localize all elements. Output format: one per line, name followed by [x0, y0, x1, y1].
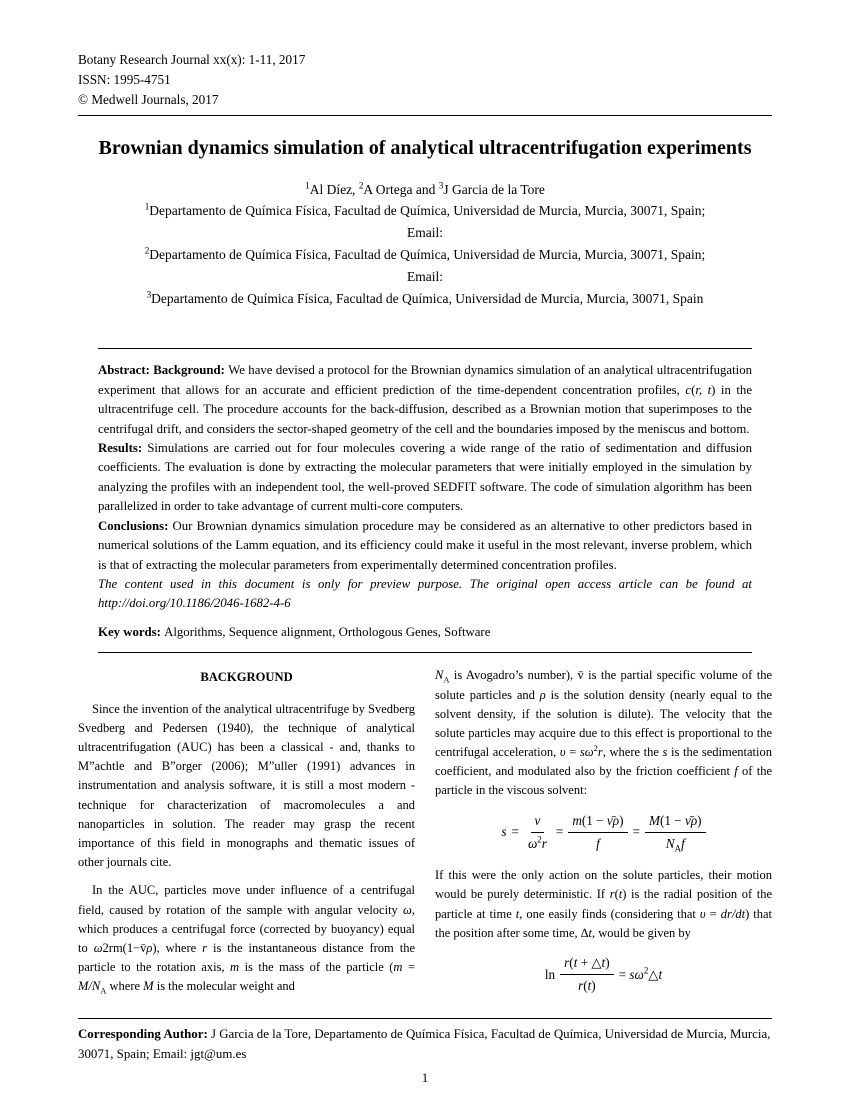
eq2-rhs: = $s\omega^2\triangle t$ [618, 965, 663, 982]
eq1-fraction-1 [524, 811, 551, 855]
journal-title-line: Botany Research Journal xx(x): 1-11, 2017 [78, 52, 306, 67]
affiliations-block [78, 200, 772, 310]
affiliation-2-email: Email: [407, 269, 443, 285]
abstract-conclusions: Conclusions: Our Brownian dynamics simulation procedure may be considered as an alternative to other predictors based in numerical solutions of the Lamm equation, and its efficiency could make it useful in the most relevant, inverse problem, which is that of extracting the molecular parameters from experimentally determined concentration profiles. [98, 518, 752, 572]
left-column [78, 666, 415, 1008]
equation-radial-position [435, 953, 772, 997]
copyright-line: © Medwell Journals, 2017 [78, 92, 219, 108]
paper-title: Brownian dynamics simulation of analytical ultracentrifugation experiments [98, 137, 752, 160]
affiliation-1: $^1$Departamento de Química Física, Facultad de Química, Universidad de Murcia, Murcia, 30071, Spain; [144, 201, 706, 219]
eq1-equals-2: = [555, 824, 564, 840]
eq2-ln: ln [544, 966, 556, 982]
eq1-fraction-1-denominator: $\omega^2r$ [527, 834, 547, 851]
eq1-fraction-2 [568, 811, 627, 855]
eq2-fraction [560, 953, 613, 997]
eq1-fraction-3 [645, 811, 706, 855]
right-paragraph-2: If this were the only action on the solute particles, their motion would be purely deterministic. If r(t) is the radial position of the particle at time t, one easily finds (considering that υ = dr/dt) that the position after some time, ∆t, would be given by [435, 868, 772, 940]
right-paragraph-1: $N_A$ is Avogadro’s number), v̄ is the partial specific volume of the solute particles and ρ is the solution density (nearly equal to the solvent density, if the solution is dilute). The velocity that the solute particles may acquire due to this effect is proportional to the centrifugal acceleration, $\upsilon = s\omega^2r$, where the s is the sedimentation coefficient, and modulated also by the friction coefficient f of the particle in the viscous solvent: [435, 668, 773, 798]
eq1-fraction-3-denominator: $N_Af$ [665, 835, 685, 854]
page-footer [78, 1018, 772, 1086]
eq2-fraction-numerator: r(t + △t) [560, 953, 613, 975]
eq1-equals-3: = [632, 824, 640, 840]
abstract-section [98, 348, 752, 653]
footer-rule [78, 1018, 772, 1019]
abstract-bottom-rule [98, 652, 752, 653]
body-columns [78, 666, 772, 1008]
background-paragraph-2: In the AUC, particles move under influence of a centrifugal field, caused by rotation of the sample with angular velocity ω, which produces a centrifugal force (corrected by buoyancy) equal to ω2rm(1−v̄ρ), where r is the instantaneous distance from the particle to the rotation axis, m is the mass of the particle ($m = M/N_A$ where M is the molecular weight and [78, 883, 415, 996]
right-column [435, 666, 772, 1008]
abstract-preview-note: The content used in this document is only for preview purpose. The original open access article can be found at http://doi.org/10.1186/2046-1682-4-6 [98, 577, 752, 611]
eq1-fraction-1-numerator: ν [531, 811, 545, 833]
page-number: 1 [421, 1070, 429, 1085]
eq1-fraction-2-numerator: m(1 − ν̄ρ) [568, 811, 627, 833]
affiliation-2: $^2$Departamento de Química Física, Facultad de Química, Universidad de Murcia, Murcia, 30071, Spain; [144, 245, 706, 263]
background-paragraph-1: Since the invention of the analytical ultracentrifuge by Svedberg Svedberg and Pedersen (1940), the technique of analytical ultracentrifugation (AUC) has been a classical - and, thanks to M”achtle and B”orger (2006); M”uller (1991) advances in instrumentation and analysis software, it is still a most modern - technique for characterization of macromolecules a and nanoparticles in solution. The reader may grasp the recent importance of this field in monographs and thematic issues of other journals cite. [78, 701, 415, 870]
journal-header [78, 50, 772, 110]
eq1-equals-1: = [511, 824, 519, 840]
affiliation-3: $^3$Departamento de Química Física, Facultad de Química, Universidad de Murcia, Murcia, 30071, Spain [146, 289, 704, 307]
corresponding-author: Corresponding Author: J Garcia de la Tore, Departamento de Química Física, Facultad de Química, Universidad de Murcia, Murcia, 30071, Spain; Email: jgt@um.es [78, 1027, 771, 1061]
authors-line: $^1$Al Díez, $^2$A Ortega and $^3$J Garcia de la Tore [305, 180, 545, 198]
keywords-line: Key words: Algorithms, Sequence alignment, Orthologous Genes, Software [98, 624, 491, 639]
eq1-lhs: s [501, 824, 507, 840]
abstract-top-rule [98, 348, 752, 349]
abstract-background: Abstract: Background: We have devised a protocol for the Brownian dynamics simulation of an analytical ultracentrifugation experiment that allows for an accurate and efficient prediction of the time-dependent concentration profiles, c(r, t) in the ultracentrifuge cell. The procedure accounts for the back-diffusion, described as a Brownian motion that superimposes to the centrifugal drift, and considers the sector-shaped geometry of the cell and the boundaries imposed by the meniscus and bottom. [98, 363, 753, 436]
abstract-body [98, 361, 752, 642]
section-heading-background: BACKGROUND [200, 670, 293, 685]
eq1-fraction-3-numerator: M(1 − ν̄ρ) [645, 811, 706, 833]
eq1-fraction-2-denominator: f [596, 835, 600, 851]
affiliation-1-email: Email: [407, 225, 443, 241]
header-rule [78, 115, 772, 116]
equation-sedimentation-coefficient [435, 811, 772, 855]
issn-line: ISSN: 1995-4751 [78, 72, 171, 88]
abstract-results: Results: Simulations are carried out for four molecules covering a wide range of the ratio of sedimentation and diffusion coefficients. The evaluation is done by extracting the molecular parameters that were initially employed in the simulation by analyzing the profiles with an independent tool, the well-proved SEDFIT software. The code of simulation algorithm has been parallelized in order to take advantage of current multi-core computers. [98, 440, 752, 514]
eq2-fraction-denominator: r(t) [578, 978, 596, 994]
